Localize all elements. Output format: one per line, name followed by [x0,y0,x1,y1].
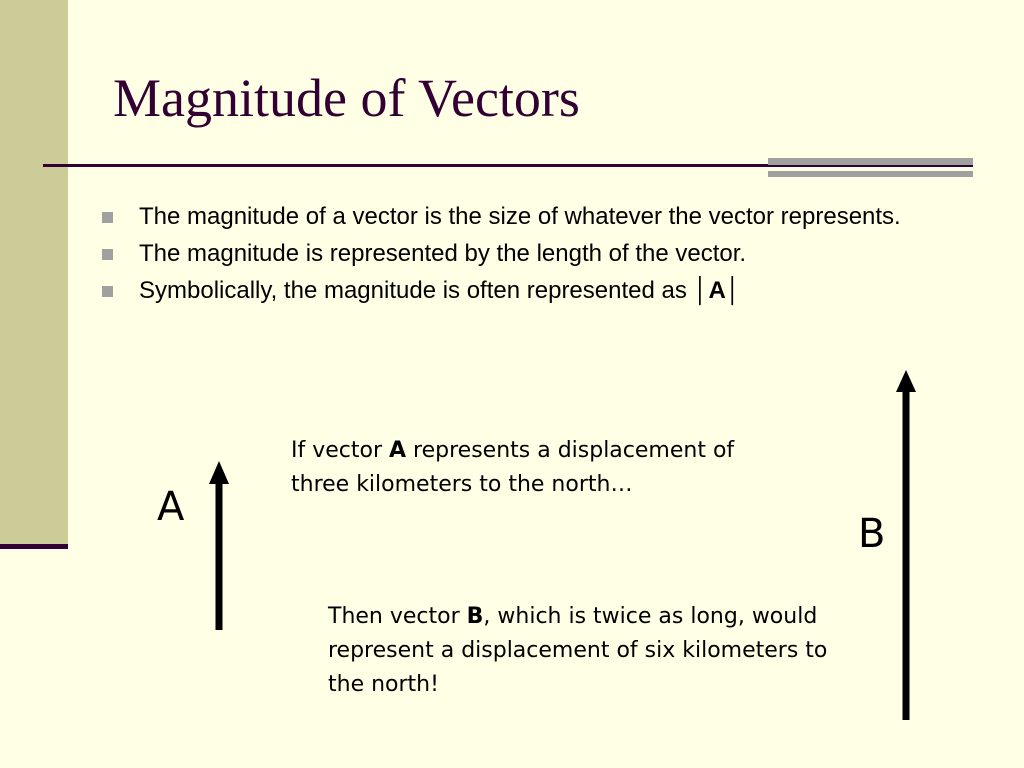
caption-b-text-end: , which is twice as long, would represent a displacement of six kilometers to the north! [328,604,828,697]
caption-b-text: Then vector [328,604,467,629]
caption-b-bold: B [466,604,484,629]
bullet-text-end: │ [725,277,741,304]
magnitude-symbol: A [708,277,726,304]
bullet-text: The magnitude of a vector is the size of whatever the vector represents. [139,203,901,230]
vector-b-label: B [858,511,886,557]
vector-b-arrow [896,370,916,720]
caption-a-text-end: represents a displacement of three kilometers to the north… [291,438,735,497]
vector-a-arrow [209,461,229,630]
bullet-text: The magnitude is represented by the length of the vector. [139,240,747,267]
slide-title: Magnitude of Vectors [113,68,580,128]
caption-vector-a [291,434,791,502]
caption-a-text: If vector [291,438,390,463]
vector-a-label: A [157,484,185,530]
caption-vector-b [328,600,848,702]
caption-a-bold: A [389,438,407,463]
bullet-text: Symbolically, the magnitude is often represented as │ [139,277,709,304]
